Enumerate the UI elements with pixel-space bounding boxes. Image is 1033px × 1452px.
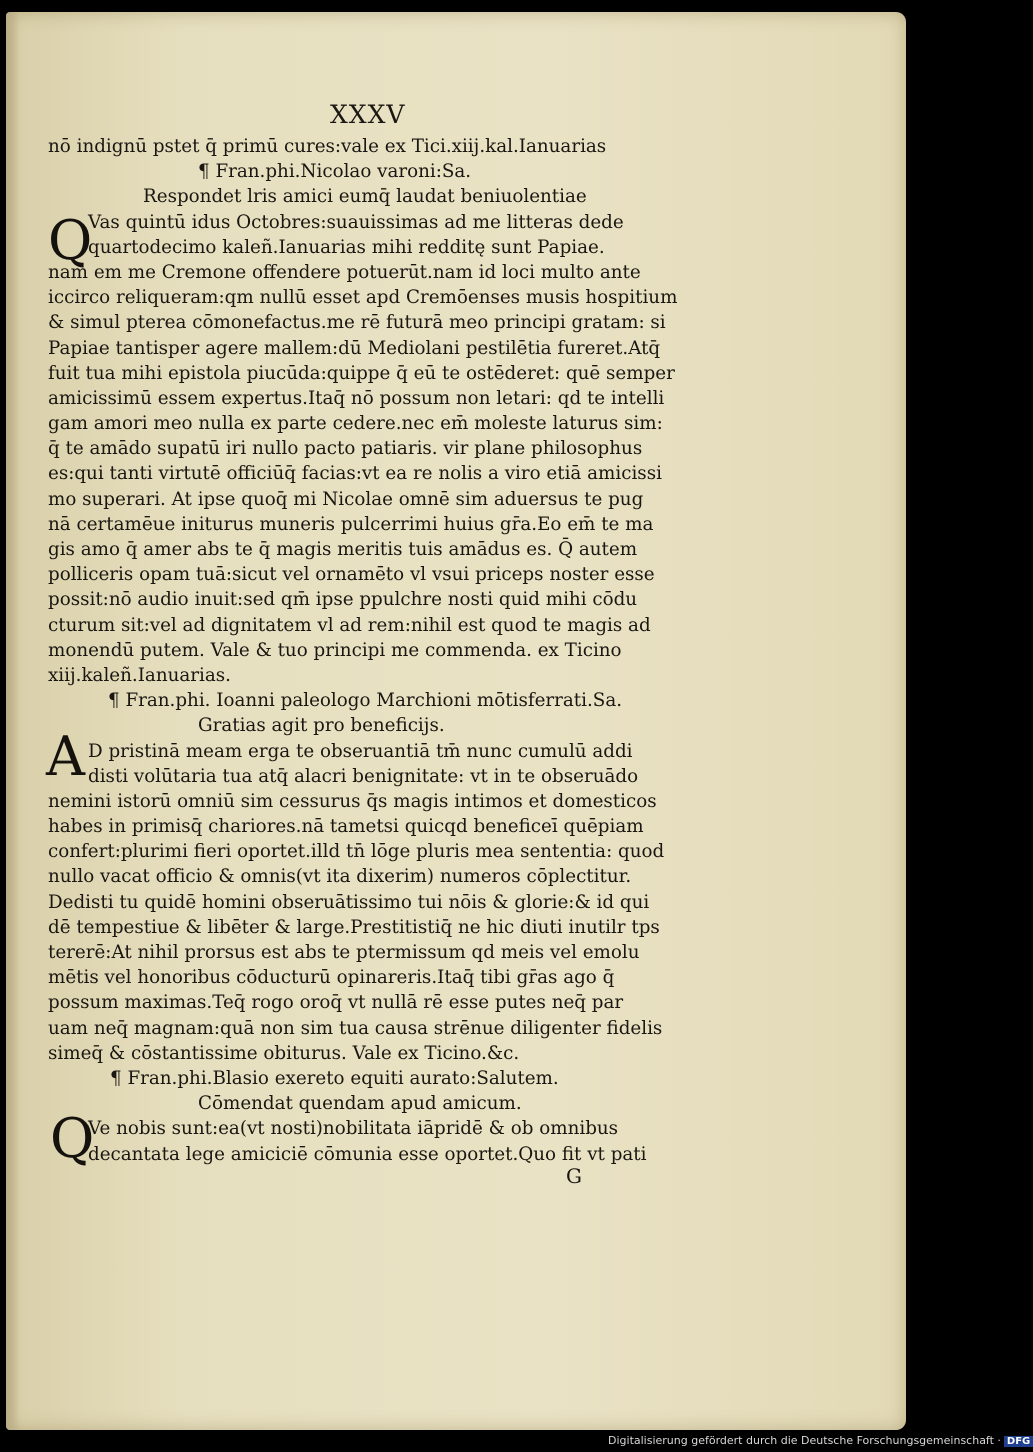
text-line: tererē:At nihil prorsus est abs te ptermissum qd meis vel emolu [48,942,640,963]
text-line: D pristinā meam erga te obseruantiā tm̄ nunc cumulū addi [88,740,633,762]
digitization-credit [608,1434,1033,1447]
signature-mark: G [566,1164,582,1188]
text-line: possum maximas.Teq̄ rogo oroq̄ vt nullā rē esse putes neq̄ par [48,992,624,1014]
text-line: nemini istorū omniū sim cessurus q̄s magis intimos et domesticos [48,790,657,812]
text-line: gam amori meo nulla ex parte cedere.nec em̄ moleste laturus sim: [48,413,663,435]
text-line: mētis vel honoribus cōducturū opinareris.Itaq̄ tibi gr̄as ago q̄ [48,967,615,989]
text-line: Papiae tantisper agere mallem:dū Mediolani pestilētia fureret.Atq̄ [48,337,661,359]
credit-text: Digitalisierung gefördert durch die Deutsche Forschungsgemeinschaft · [608,1434,1001,1447]
text-line: cturum sit:vel ad dignitatem vl ad rem:nihil est quod te magis ad [48,614,651,636]
dfg-logo: DFG [1004,1436,1033,1447]
text-line: disti volūtaria tua atq̄ alacri benignitate: vt in te obseruādo [88,765,639,787]
text-line: es:qui tanti virtutē officiūq̄ facias:vt ea re nolis a viro etiā amicissi [48,463,662,485]
text-line: decantata lege amiciciē cōmunia esse oportet.Quo fit vt pati [88,1143,647,1165]
text-line: amicissimū essem expertus.Itaq̄ nō possum non letari: qd te intelli [48,387,665,409]
text-line: confert:plurimi fieri oportet.illd tn̄ lōge pluris mea sententia: quod [48,841,665,863]
text-line: possit:nō audio inuit:sed qm̄ ipse ppulchre nosti quid mihi cōdu [48,589,638,611]
text-line: mo superari. At ipse quoq̄ mi Nicolae omnē sim aduersus te pug [48,488,644,510]
letter-text-block [48,134,678,1170]
text-line: gis amo q̄ amer abs te q̄ magis meritis tuis amādus es. Q̄ autem [48,539,638,560]
text-line: uam neq̄ magnam:quā non sim tua causa strēnue diligenter fidelis [48,1017,663,1039]
text-line: fuit tua mihi epistola piucūda:quippe q̄ eū te ostēderet: quē semper [48,362,675,384]
letter-heading: ¶ Fran.phi.Blasio exereto equiti aurato:Salutem. [110,1067,559,1089]
text-line: monendū putem. Vale & tuo principi me commenda. ex Ticino [48,639,622,661]
drop-cap-initial: Q [50,1107,95,1170]
text-line: Ve nobis sunt:ea(vt nosti)nobilitata iāpridē & ob omnibus [88,1118,619,1140]
text-line: nullo vacat officio & omnis(vt ita dixerim) numeros cōplectitur. [48,866,632,888]
text-line: nā certamēue initurus muneris pulcerrimi huius gr̄a.Eo em̄ te ma [48,513,654,535]
text-line: iccirco reliqueram:qm nullū esset apd Cremōenses musis hospitium [48,287,678,309]
text-line: habes in primisq̄ chariores.nā tametsi quicqd beneficeī quēpiam [48,816,644,838]
text-line: q̄ te amādo supatū iri nullo pacto patiaris. vir plane philosophus [48,438,643,460]
text-line: simeq̄ & cōstantissime obiturus. Vale ex Ticino.&c. [48,1042,520,1064]
text-line: dē tempestiue & libēter & large.Prestitistiq̄ ne hic diuti inutilr tps [48,916,660,938]
letter-summary: Cōmendat quendam apud amicum. [198,1093,522,1115]
folio-number: XXXV [330,100,406,129]
text-line: polliceris opam tuā:sicut vel ornamēto vl vsui priceps noster esse [48,564,655,586]
letter-heading: ¶ Fran.phi.Nicolao varoni:Sa. [198,161,472,183]
drop-cap-initial: Q [48,209,93,272]
text-line: & simul ptereа cōmonefactus.me rē futurā meo principi gratam: si [48,312,666,334]
text-line: Vas quintū idus Octobres:suauissimas ad me litteras dede [88,211,624,233]
text-line: Dedisti tu quidē homini obseruātissimo tui nōis & glorie:& id qui [48,891,650,913]
text-line: xiij.kaleñ.Ianuarias. [48,664,231,686]
text-line: quartodecimo kaleñ.Ianuarias mihi redditę sunt Papiae. [88,236,605,258]
drop-cap-initial: A [46,725,85,788]
text-line: nō indignū pstet q̄ primū cures:vale ex Tici.xiij.kal.Ianuarias [48,136,607,157]
text-line: nam em me Cremone offendere potuerūt.nam id loci multo ante [48,261,641,283]
letter-summary: Respondet lris amici eumq̄ laudat beniuolentiae [143,186,587,208]
letter-heading: ¶ Fran.phi. Ioanni paleologo Marchioni mōtisferrati.Sa. [108,690,623,712]
letter-summary: Gratias agit pro beneficijs. [198,715,445,737]
